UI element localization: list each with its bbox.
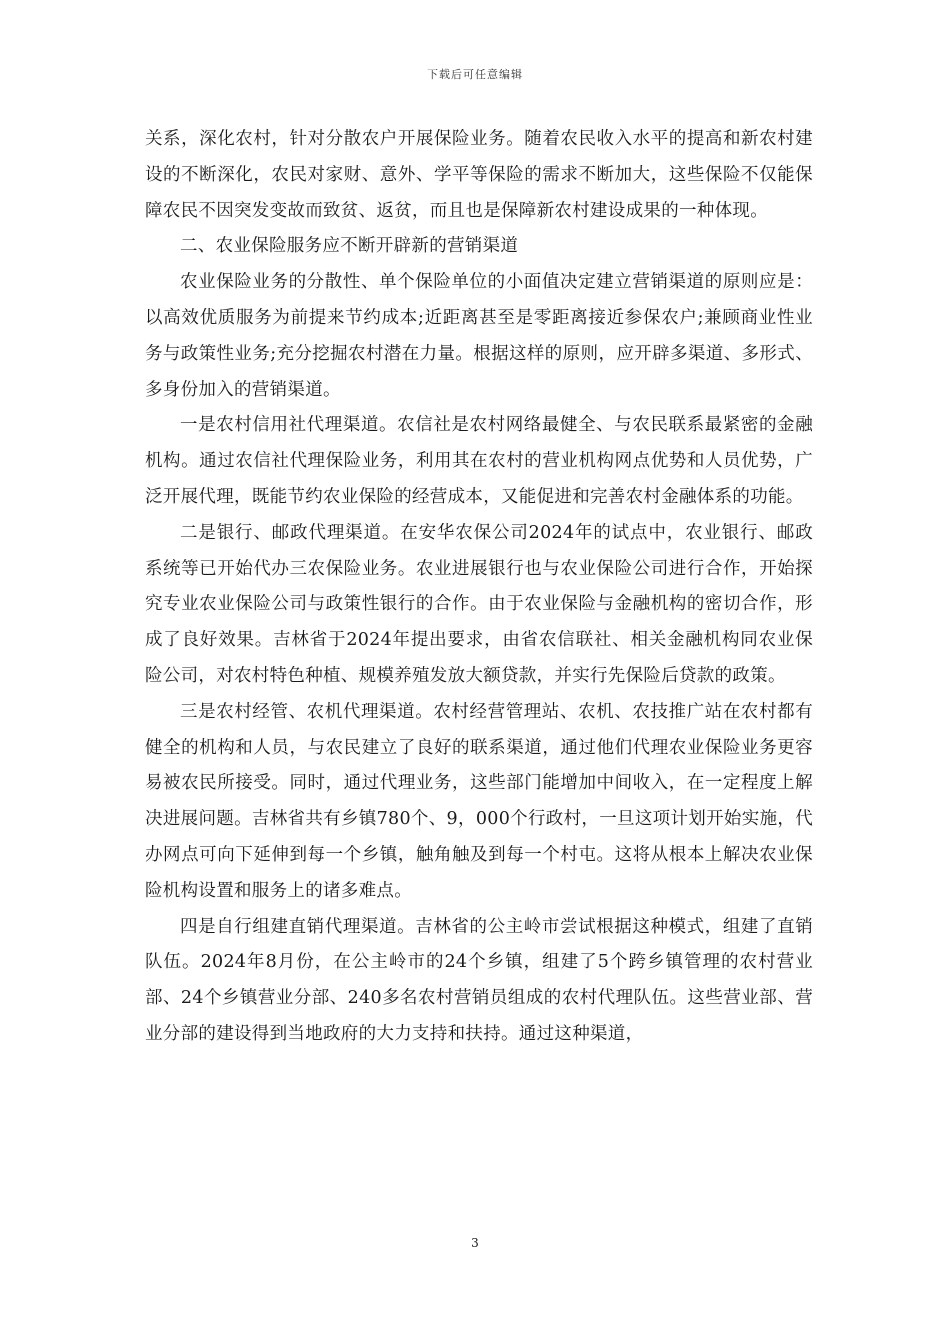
paragraph-continuation: 关系，深化农村，针对分散农户开展保险业务。随着农民收入水平的提高和新农村建设的不断深化，农民对家财、意外、学平等保险的需求不断加大，这些保险不仅能保障农民不因突发变故而致贫、返贫，而且也是保障新农村建设成果的一种体现。 [145,129,813,221]
document-body [145,122,813,1053]
paragraph-direct-sales-channel: 四是自行组建直销代理渠道。吉林省的公主岭市尝试根据这种模式，组建了直销队伍。2024年8月份，在公主岭市的24个乡镇，组建了5个跨乡镇管理的农村营业部、24个乡镇营业分部、240多名农村营销员组成的农村代理队伍。这些营业部、营业分部的建设得到当地政府的大力支持和扶持。通过这种渠道， [145,916,813,1044]
page-number: 3 [471,1236,479,1250]
paragraph-bank-postal-channel: 二是银行、邮政代理渠道。在安华农保公司2024年的试点中，农业银行、邮政系统等已开始代办三农保险业务。农业进展银行也与农业保险公司进行合作，开始探究专业农业保险公司与政策性银行的合作。由于农业保险与金融机构的密切合作，形成了良好效果。吉林省于2024年提出要求，由省农信联社、相关金融机构同农业保险公司，对农村特色种植、规模养殖发放大额贷款，并实行先保险后贷款的政策。 [145,522,813,686]
paragraph-agri-station-channel: 三是农村经管、农机代理渠道。农村经营管理站、农机、农技推广站在农村都有健全的机构和人员，与农民建立了良好的联系渠道，通过他们代理农业保险业务更容易被农民所接受。同时，通过代理业务，这些部门能增加中间收入，在一定程度上解决进展问题。吉林省共有乡镇780个、9，000个行政村，一旦这项计划开始实施，代办网点可向下延伸到每一个乡镇，触角触及到每一个村屯。这将从根本上解决农业保险机构设置和服务上的诸多难点。 [145,701,813,901]
paragraph-credit-union-channel: 一是农村信用社代理渠道。农信社是农村网络最健全、与农民联系最紧密的金融机构。通过农信社代理保险业务，利用其在农村的营业机构网点优势和人员优势，广泛开展代理，既能节约农业保险的经营成本，又能促进和完善农村金融体系的功能。 [145,415,813,507]
paragraph-principles: 农业保险业务的分散性、单个保险单位的小面值决定建立营销渠道的原则应是：以高效优质服务为前提来节约成本;近距离甚至是零距离接近参保农户;兼顾商业性业务与政策性业务;充分挖掘农村潜在力量。根据这样的原则，应开辟多渠道、多形式、多身份加入的营销渠道。 [145,272,813,400]
section-heading: 二、农业保险服务应不断开辟新的营销渠道 [180,236,519,257]
page-header: 下载后可任意编辑 [427,68,523,81]
